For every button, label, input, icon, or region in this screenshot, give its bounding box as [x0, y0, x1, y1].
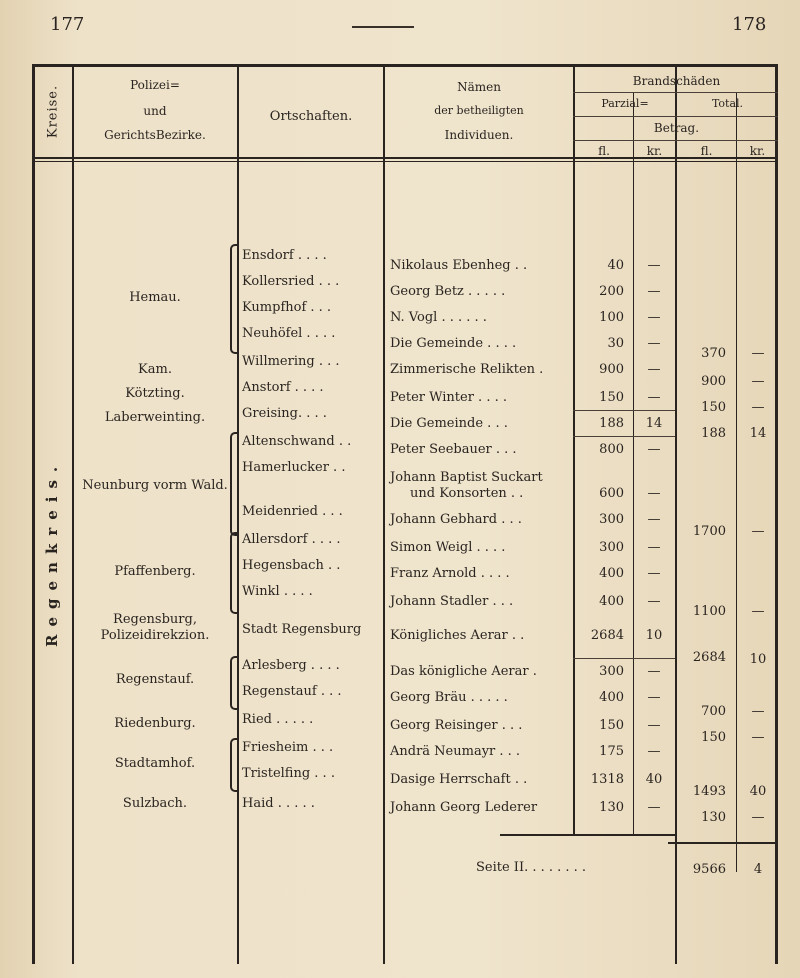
total-fl-2: 150 [701, 400, 726, 415]
header-total: Total. [711, 97, 744, 110]
partial-fl-11: 400 [599, 566, 624, 581]
partial-kr-8: — [647, 486, 661, 501]
header-kreise: Kreise. [45, 84, 61, 139]
page-number-right: 178 [732, 14, 767, 35]
ort-11: Hegensbach . . [242, 558, 341, 573]
partial-fl-5: 150 [599, 390, 624, 405]
name-17: Andrä Neumayr . . . [390, 744, 521, 759]
partial-kr-17: — [647, 744, 661, 759]
partial-kr-18: 40 [645, 772, 663, 787]
header-kr-total: kr. [749, 144, 766, 158]
total-fl-4: 1700 [692, 524, 726, 539]
name-15: Georg Bräu . . . . . [390, 690, 508, 705]
partial-kr-3: — [647, 336, 661, 351]
name-0: Nikolaus Ebenheg . . [390, 258, 528, 273]
district-pfaffenberg: Pfaffenberg. [114, 564, 196, 579]
total-kr-5: — [751, 604, 765, 619]
total-fl-1: 900 [701, 374, 726, 389]
partial-kr-10: — [647, 540, 661, 555]
brace-neunburg [230, 432, 238, 536]
ort-17: Friesheim . . . [242, 740, 334, 755]
district-riedenburg: Riedenburg. [114, 716, 196, 731]
ort-16: Ried . . . . . [242, 712, 314, 727]
total-fl-0: 370 [701, 346, 726, 361]
ort-2: Kumpfhof . . . [242, 300, 332, 315]
brace-regenstauf [230, 656, 238, 710]
partial-fl-8: 600 [599, 486, 624, 501]
name-2: N. Vogl . . . . . . [390, 310, 487, 325]
partial-kr-0: — [647, 258, 661, 273]
header-bezirke-1: Polizei= [130, 78, 180, 92]
brace-pfaffenberg [230, 532, 238, 614]
name-9: Johann Gebhard . . . [390, 512, 522, 527]
name-6: Die Gemeinde . . . [390, 416, 508, 431]
total-fl-10: 130 [701, 810, 726, 825]
partial-kr-2: — [647, 310, 661, 325]
name-11: Franz Arnold . . . . [390, 566, 510, 581]
partial-fl-9: 300 [599, 512, 624, 527]
total-fl-3: 188 [701, 426, 726, 441]
ort-5: Anstorf . . . . [242, 380, 324, 395]
partial-fl-15: 400 [599, 690, 624, 705]
name-8-cont: und Konsorten . . [410, 486, 524, 501]
ort-4: Willmering . . . [242, 354, 340, 369]
district-neunburg: Neunburg vorm Wald. [82, 478, 228, 493]
name-16: Georg Reisinger . . . [390, 718, 523, 733]
header-fl-total: fl. [700, 144, 713, 158]
name-5: Peter Winter . . . . [390, 390, 507, 405]
partial-kr-7: — [647, 442, 661, 457]
district-hemau: Hemau. [129, 290, 181, 305]
partial-kr-15: — [647, 690, 661, 705]
total-fl-7: 700 [701, 704, 726, 719]
ort-1: Kollersried . . . [242, 274, 340, 289]
header-bezirke-2: und [143, 104, 167, 118]
partial-fl-18: 1318 [590, 772, 624, 787]
total-fl-8: 150 [701, 730, 726, 745]
col-line-ortschaften [383, 64, 385, 964]
partial-fl-17: 175 [599, 744, 624, 759]
total-fl-5: 1100 [692, 604, 726, 619]
total-kr-6: 10 [749, 652, 767, 667]
district-regenstauf: Regenstauf. [115, 672, 195, 687]
ort-13: Stadt Regensburg [242, 622, 362, 637]
district-kam: Kam. [138, 362, 172, 377]
district-regensburg-1: Regensburg, [113, 612, 197, 627]
header-kr-partial: kr. [646, 144, 663, 158]
partial-kr-9: — [647, 512, 661, 527]
total-kr-1: — [751, 374, 765, 389]
total-kr-8: — [751, 730, 765, 745]
header-line-units [573, 140, 778, 141]
partial-fl-12: 400 [599, 594, 624, 609]
brace-hemau [230, 244, 238, 354]
name-8: Johann Baptist Suckart [390, 470, 543, 485]
ort-18: Tristelfing . . . [242, 766, 335, 781]
name-1: Georg Betz . . . . . [390, 284, 506, 299]
partial-fl-7: 800 [599, 442, 624, 457]
top-rule [352, 26, 414, 28]
header-bezirke-3: GerichtsBezirke. [104, 128, 206, 142]
partial-fl-13: 2684 [590, 628, 624, 643]
partial-kr-5: — [647, 390, 661, 405]
total-kr-4: — [751, 524, 765, 539]
name-3: Die Gemeinde . . . . [390, 336, 517, 351]
header-namen-1: Nämen [457, 80, 501, 94]
sum-line-total [668, 842, 778, 844]
total-fl-6: 2684 [692, 650, 726, 665]
partial-fl-14: 300 [599, 664, 624, 679]
total-kr-2: — [751, 400, 765, 415]
row-line-2 [573, 436, 675, 437]
name-14: Das königliche Aerar . [390, 664, 537, 679]
ort-9: Meidenried . . . [242, 504, 343, 519]
partial-kr-6: 14 [645, 416, 663, 431]
summary-fl: 9566 [692, 862, 726, 877]
district-laberweinting: Laberweinting. [104, 410, 206, 425]
ort-12: Winkl . . . . [242, 584, 313, 599]
partial-fl-19: 130 [599, 800, 624, 815]
total-kr-9: 40 [749, 784, 767, 799]
total-kr-0: — [751, 346, 765, 361]
partial-fl-3: 30 [607, 336, 624, 351]
ort-10: Allersdorf . . . . [242, 532, 341, 547]
partial-fl-0: 40 [607, 258, 624, 273]
header-line-partial [573, 92, 778, 93]
partial-fl-4: 900 [599, 362, 624, 377]
header-betrag: Betrag. [653, 121, 700, 135]
col-line-kreise [72, 64, 74, 964]
page-number-left: 177 [50, 14, 85, 35]
district-stadtamhof: Stadtamhof. [114, 756, 196, 771]
header-partial: Parzial= [601, 97, 649, 110]
col-line-total-kr [736, 92, 737, 872]
partial-fl-6: 188 [599, 416, 624, 431]
col-line-partial-kr [633, 92, 634, 834]
total-kr-7: — [751, 704, 765, 719]
district-regensburg-2: Polizeidirekzion. [100, 628, 210, 643]
header-ortschaften: Ortschaften. [269, 109, 353, 124]
ort-7: Altenschwand . . [242, 434, 352, 449]
name-19: Johann Georg Lederer [390, 800, 538, 815]
partial-fl-2: 100 [599, 310, 624, 325]
partial-kr-19: — [647, 800, 661, 815]
header-namen-3: Individuen. [444, 128, 514, 142]
summary-kr: 4 [753, 862, 763, 877]
total-fl-9: 1493 [692, 784, 726, 799]
summary-label: Seite II. . . . . . . . [476, 860, 587, 875]
total-kr-3: 14 [749, 426, 767, 441]
name-18: Dasige Herrschaft . . [390, 772, 528, 787]
ort-8: Hamerlucker . . [242, 460, 346, 475]
header-line-betrag [573, 116, 778, 117]
name-4: Zimmerische Relikten . [390, 362, 544, 377]
partial-fl-10: 300 [599, 540, 624, 555]
header-brandschaeden: Brandschäden [632, 74, 721, 88]
header-namen-2: der betheiligten [434, 104, 524, 117]
total-kr-10: — [751, 810, 765, 825]
header-bottom-line-2 [32, 161, 778, 162]
col-line-partial-total [675, 64, 677, 964]
header-fl-partial: fl. [598, 144, 610, 158]
col-line-namen [573, 64, 575, 834]
partial-kr-1: — [647, 284, 661, 299]
partial-kr-13: 10 [645, 628, 663, 643]
ort-0: Ensdorf . . . . [242, 248, 327, 263]
partial-kr-4: — [647, 362, 661, 377]
partial-fl-16: 150 [599, 718, 624, 733]
partial-fl-1: 200 [599, 284, 624, 299]
ort-15: Regenstauf . . . [242, 684, 342, 699]
name-13: Königliches Aerar . . [390, 628, 525, 643]
brace-stadtamhof [230, 738, 238, 792]
ort-6: Greising. . . . [242, 406, 327, 421]
partial-kr-14: — [647, 664, 661, 679]
row-line-1 [573, 410, 675, 411]
ort-19: Haid . . . . . [242, 796, 315, 811]
name-7: Peter Seebauer . . . [390, 442, 517, 457]
sum-line [500, 834, 675, 836]
partial-kr-12: — [647, 594, 661, 609]
name-12: Johann Stadler . . . [390, 594, 514, 609]
district-koetzting: Kötzting. [125, 386, 185, 401]
partial-kr-11: — [647, 566, 661, 581]
name-10: Simon Weigl . . . . [390, 540, 506, 555]
ort-14: Arlesberg . . . . [242, 658, 340, 673]
row-line-3 [573, 658, 675, 659]
kreis-label: Regenkreis. [43, 458, 61, 647]
district-sulzbach: Sulzbach. [122, 796, 188, 811]
ort-3: Neuhöfel . . . . [242, 326, 336, 341]
partial-kr-16: — [647, 718, 661, 733]
